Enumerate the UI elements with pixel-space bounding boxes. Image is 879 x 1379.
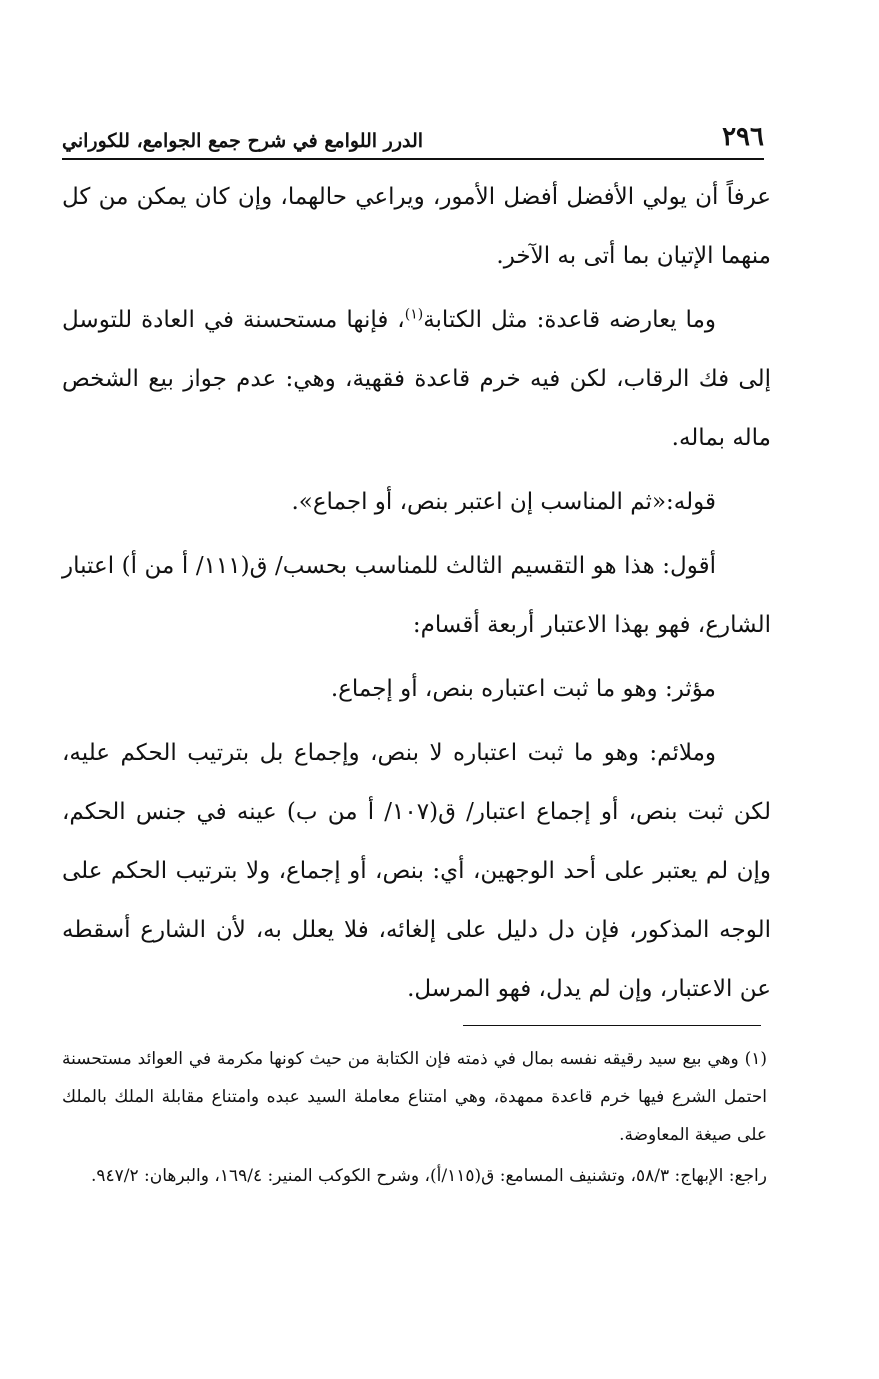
footnote-reference: (١) <box>404 306 424 323</box>
footnote: (١) وهي بيع سيد رقيقه نفسه بمال في ذمته فإن الكتابة من حيث كونها مكرمة في العوائد مستحسنة احتمل الشرع فيها خرم قاعدة ممهدة، وهي امتناع معاملة السيد عبده وامتناع مقابلة الملك بالملك على صيغة المعاوضة. <box>62 1049 767 1145</box>
paragraph: أقول: هذا هو التقسيم الثالث للمناسب بحسب/ ق(١١١/ أ من أ) اعتبار الشارع، فهو بهذا الاعتبار أربعة أقسام: <box>62 553 771 638</box>
paragraph: عرفاً أن يولي الأفضل أفضل الأمور، ويراعي حالهما، وإن كان يمكن من كل منهما الإتيان بما أتى به الآخر. <box>62 184 771 269</box>
paragraph-part: ، فإنها مستحسنة في العادة للتوسل إلى فك الرقاب، لكن فيه خرم قاعدة فقهية، وهي: عدم جواز بيع الشخص ماله بماله. <box>62 307 771 451</box>
paragraph: وملائم: وهو ما ثبت اعتباره لا بنص، وإجماع بل بترتيب الحكم عليه، لكن ثبت بنص، أو إجماع اعتبار/ ق(١٠٧/ أ من ب) عينه في جنس الحكم، وإن لم يعتبر على أحد الوجهين، أي: بنص، أو إجماع، ولا بترتيب الحكم على الوجه المذكور، فإن دل دليل على إلغائه، فلا يعلل به، لأن الشارع أسقطه عن الاعتبار، وإن لم يدل، فهو المرسل. <box>62 740 771 1002</box>
footnotes <box>62 1040 767 1198</box>
page-header <box>62 112 764 160</box>
main-text <box>62 168 771 1024</box>
paragraph: مؤثر: وهو ما ثبت اعتباره بنص، أو إجماع. <box>330 676 716 702</box>
footnote-references: راجع: الإبهاج: ٥٨/٣، وتشنيف المسامع: ق(١١٥/أ)، وشرح الكوكب المنير: ١٦٩/٤، والبرهان: ٩٤٧/٢. <box>90 1166 767 1186</box>
paragraph: قوله:«ثم المناسب إن اعتبر بنص، أو اجماع». <box>291 489 716 515</box>
running-title: الدرر اللوامع في شرح جمع الجوامع، للكوراني <box>62 130 424 152</box>
paragraph-part: وما يعارضه قاعدة: مثل الكتابة <box>423 307 716 333</box>
page-number: ٢٩٦ <box>722 122 764 152</box>
paragraph-with-footnote <box>62 291 771 468</box>
footnote-divider <box>463 1025 761 1026</box>
